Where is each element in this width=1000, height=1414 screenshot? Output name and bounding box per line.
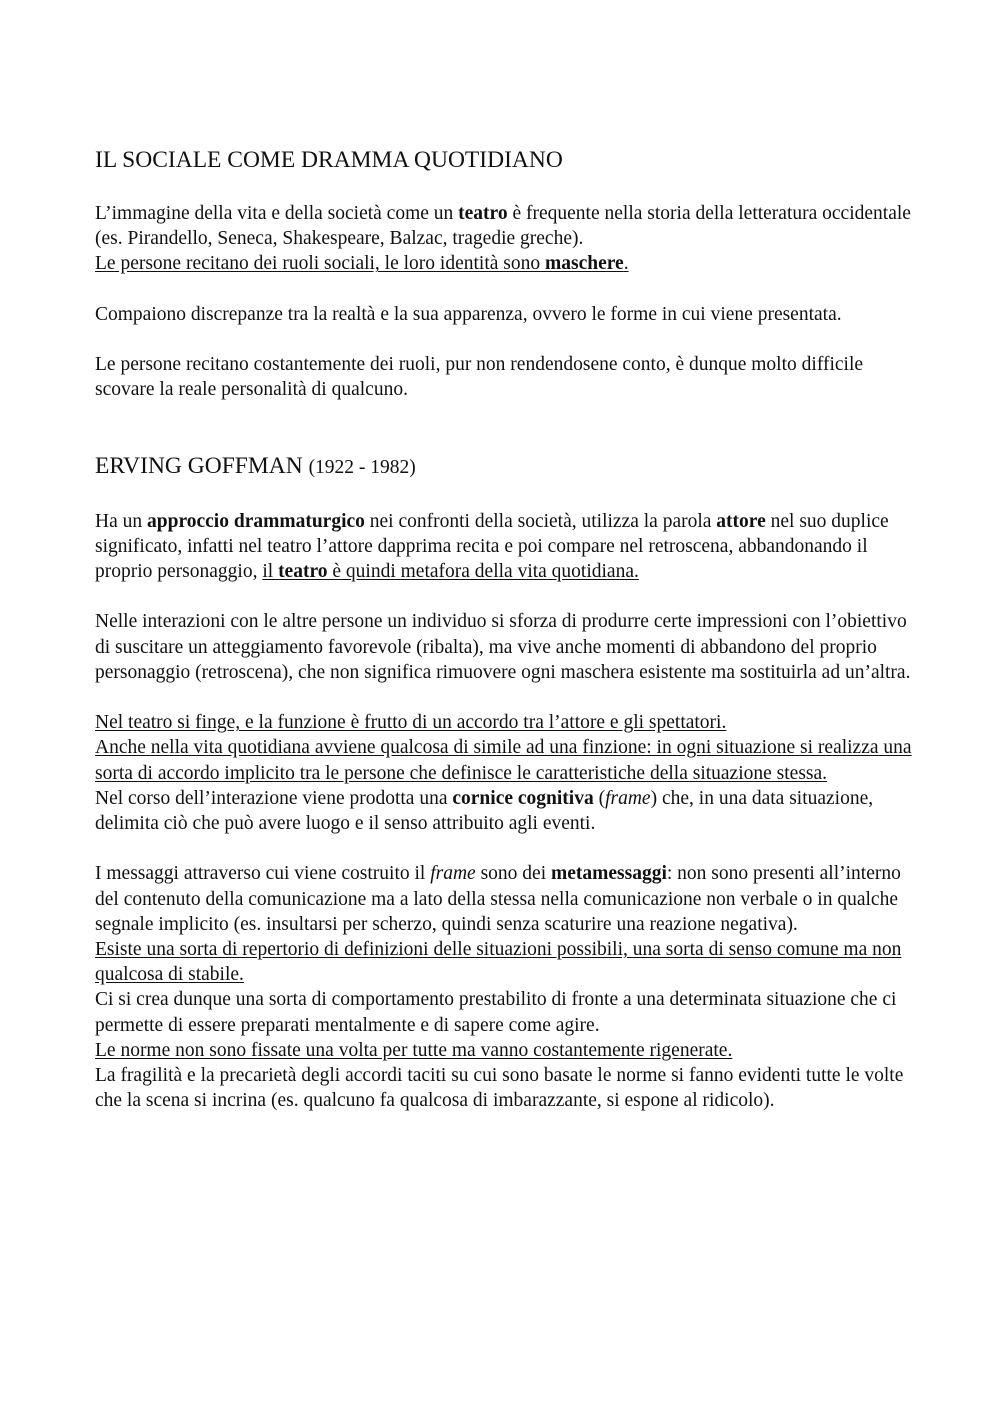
text-run: . <box>623 253 629 275</box>
section-title-text: IL SOCIALE COME DRAMMA QUOTIDIANO <box>95 147 563 173</box>
paragraph-norme: Le norme non sono fissate una volta per tutte ma vanno costantemente rigenerate. <box>95 1039 733 1061</box>
text-run: è quindi metafora della vita quotidiana. <box>327 561 639 582</box>
text-run: Ha un <box>95 510 147 532</box>
bold-term-metamessaggi: metamessaggi <box>551 863 667 885</box>
text-run: : non sono presenti all’interno del contenuto della comunicazione ma a lato della stessa nella comunicazione non verbale o in qualche segnale implicito (es. insultarsi per scherzo, quindi senza scaturire una reazione negativa). <box>95 863 901 935</box>
paragraph-spacer <box>95 836 915 861</box>
paragraph-teatro-intro <box>95 201 915 251</box>
paragraph-spacer <box>95 685 915 710</box>
text-run: L’immagine della vita e della società come un <box>95 203 459 224</box>
bold-term-teatro: teatro <box>278 561 328 582</box>
section-title-years: (1922 - 1982) <box>308 456 416 478</box>
bold-term-cornice: cornice cognitiva <box>452 787 594 809</box>
paragraph-spacer <box>95 327 915 352</box>
paragraph-approccio <box>95 509 915 585</box>
text-run: I messaggi attraverso cui viene costruito il <box>95 863 431 885</box>
underlined-metafora <box>262 561 639 582</box>
paragraph-metamessaggi <box>95 861 915 937</box>
section-title-goffman <box>95 451 915 483</box>
text-run: Nel corso dell’interazione viene prodotta una <box>95 787 453 809</box>
paragraph-spacer <box>95 584 915 609</box>
section-title-sociale <box>95 145 915 175</box>
text-run: sono dei <box>475 863 551 885</box>
text-run: ( <box>593 787 606 809</box>
text-run: nei confronti della società, utilizza la parola <box>364 510 717 532</box>
bold-term-teatro: teatro <box>458 203 508 224</box>
paragraph-finzione: Anche nella vita quotidiana avviene qualcosa di simile ad una finzione: in ogni situazione si realizza una sorta di accordo implicito tra le persone che definisce le caratteristiche della situazione stessa. <box>95 737 912 784</box>
italic-term-frame: frame <box>605 787 651 809</box>
paragraph-spacer <box>95 277 915 302</box>
paragraph-comportamento: Ci si crea dunque una sorta di comportamento prestabilito di fronte a una determinata situazione che ci permette di essere preparati mentalmente e di sapere come agire. <box>95 989 897 1036</box>
section-title-text: ERVING GOFFMAN <box>95 452 303 479</box>
paragraph-cornice <box>95 786 915 836</box>
paragraph-repertorio: Esiste una sorta di repertorio di definizioni delle situazioni possibili, una sorta di senso comune ma non qualcosa di stabile. <box>95 939 902 986</box>
text-run: ) che, in una data situazione, delimita ciò che può avere luogo e il senso attribuito agli eventi. <box>95 787 874 834</box>
paragraph-fragilita: La fragilità e la precarietà degli accordi taciti su cui sono basate le norme si fanno evidenti tutte le volte che la scena si incrina (es. qualcuno fa qualcosa di imbarazzante, si espone al ridicolo). <box>95 1065 904 1112</box>
italic-term-frame: frame <box>430 863 476 885</box>
text-run: Le persone recitano dei ruoli sociali, le loro identità sono <box>95 253 545 275</box>
bold-term-approccio: approccio drammaturgico <box>147 510 365 532</box>
paragraph-maschere <box>95 251 915 276</box>
paragraph-finge: Nel teatro si finge, e la funzione è frutto di un accordo tra l’attore e gli spettatori. <box>95 712 727 734</box>
text-run: il <box>262 561 279 582</box>
text-run: nel suo duplice significato, infatti nel teatro l’attore dapprima recita e poi compare nel retroscena, abbandonando il proprio personaggio, <box>95 510 889 582</box>
paragraph-ruoli: Le persone recitano costantemente dei ruoli, pur non rendendosene conto, è dunque molto difficile scovare la reale personalità di qualcuno. <box>95 354 864 401</box>
text-run: è frequente nella storia della letteratura occidentale (es. Pirandello, Seneca, Shakespeare, Balzac, tragedie greche). <box>95 203 911 250</box>
bold-term-maschere: maschere <box>545 253 624 275</box>
paragraph-discrepanze: Compaiono discrepanze tra la realtà e la sua apparenza, ovvero le forme in cui viene presentata. <box>95 303 842 325</box>
paragraph-interazioni: Nelle interazioni con le altre persone un individuo si sforza di produrre certe impressioni con l’obiettivo di suscitare un atteggiamento favorevole (ribalta), ma vive anche momenti di abbandono del proprio personaggio (retroscena), che non significa rimuovere ogni maschera esistente ma sostituirla ad un’altra. <box>95 611 911 683</box>
document-page <box>95 145 915 1113</box>
bold-term-attore: attore <box>716 510 766 532</box>
